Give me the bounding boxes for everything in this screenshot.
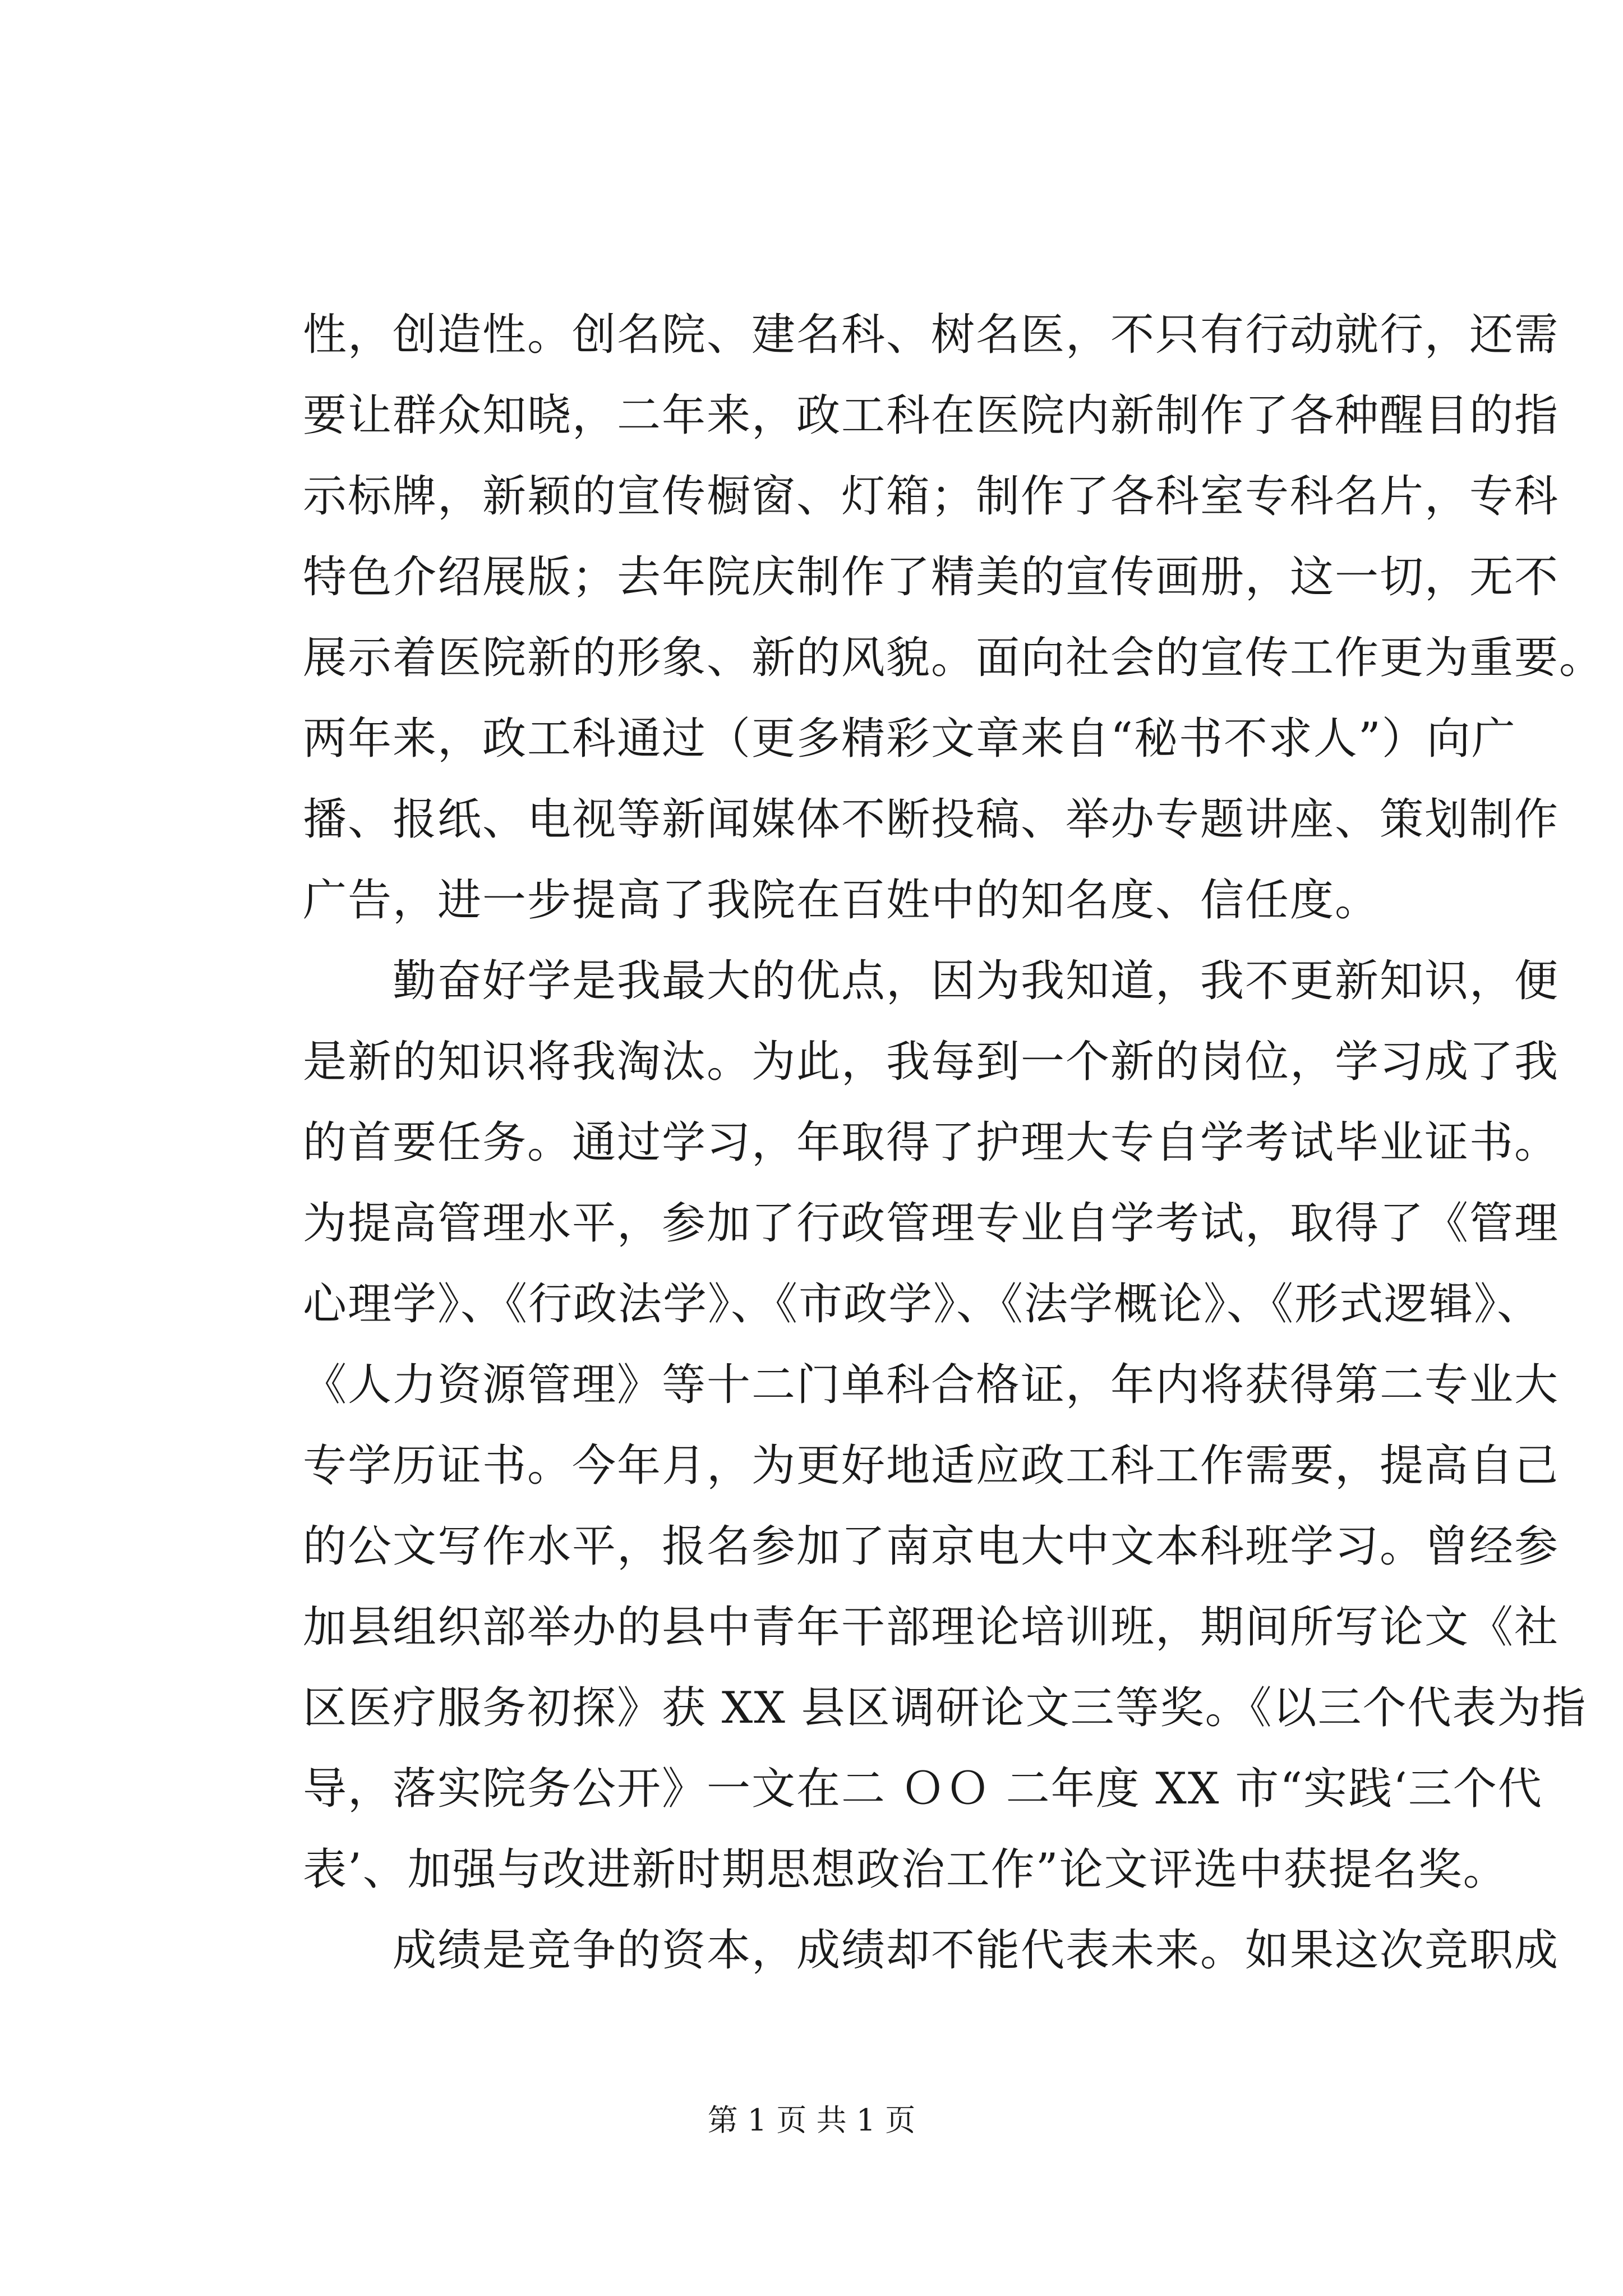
text-line: 表’、加强与改进新时期思想政治工作”论文评选中获提名奖。 xyxy=(303,1844,1508,1895)
paragraph-2 xyxy=(303,941,1587,1910)
text-line: 加县组织部举办的县中青年干部理论培训班，期间所写论文《社 xyxy=(303,1602,1560,1653)
paragraph-1 xyxy=(303,295,1604,941)
text-line: 成绩是竞争的资本，成绩却不能代表未来。如果这次竞职成 xyxy=(393,1925,1560,1976)
text-line: 是新的知识将我淘汰。为此，我每到一个新的岗位，学习成了我 xyxy=(303,1037,1560,1087)
text-line: 广告，进一步提高了我院在百姓中的知名度、信任度。 xyxy=(303,875,1380,926)
text-line: 两年来，政工科通过（更多精彩文章来自“秘书不求人”）向广 xyxy=(303,714,1516,764)
text-line: 心理学》、《行政法学》、《市政学》、《法学概论》、《形式逻辑》、 xyxy=(303,1279,1542,1329)
text-line: 的首要任务。通过学习，年取得了护理大专自学考试毕业证书。 xyxy=(303,1117,1560,1168)
text-line: 专学历证书。今年月，为更好地适应政工科工作需要，提高自己 xyxy=(303,1441,1560,1491)
paragraph-3 xyxy=(303,1910,1560,1991)
text-line: 播、报纸、电视等新闻媒体不断投稿、举办专题讲座、策划制作 xyxy=(303,794,1560,845)
text-line: 勤奋好学是我最大的优点，因为我知道，我不更新知识，便 xyxy=(393,956,1560,1006)
text-line: 特色介绍展版；去年院庆制作了精美的宣传画册，这一切，无不 xyxy=(303,552,1560,602)
text-line: 展示着医院新的形象、新的风貌。面向社会的宣传工作更为重要。 xyxy=(303,633,1604,683)
text-line: 性，创造性。创名院、建名科、树名医，不只有行动就行，还需 xyxy=(303,310,1560,360)
document-body xyxy=(303,295,1604,1991)
text-line: 示标牌，新颖的宣传橱窗、灯箱；制作了各科室专科名片，专科 xyxy=(303,471,1560,522)
text-line: 要让群众知晓，二年来，政工科在医院内新制作了各种醒目的指 xyxy=(303,390,1560,441)
text-line: 区医疗服务初探》获 XX 县区调研论文三等奖。《以三个代表为指 xyxy=(303,1683,1587,1733)
text-line: 的公文写作水平，报名参加了南京电大中文本科班学习。曾经参 xyxy=(303,1521,1560,1572)
text-line: 为提高管理水平，参加了行政管理专业自学考试，取得了《管理 xyxy=(303,1198,1560,1249)
text-line: 《人力资源管理》等十二门单科合格证，年内将获得第二专业大 xyxy=(303,1360,1560,1410)
page-footer: 第 1 页 共 1 页 xyxy=(707,2102,916,2138)
text-line: 导，落实院务公开》一文在二 ＯＯ 二年度 XX 市“实践‘三个代 xyxy=(303,1764,1543,1814)
